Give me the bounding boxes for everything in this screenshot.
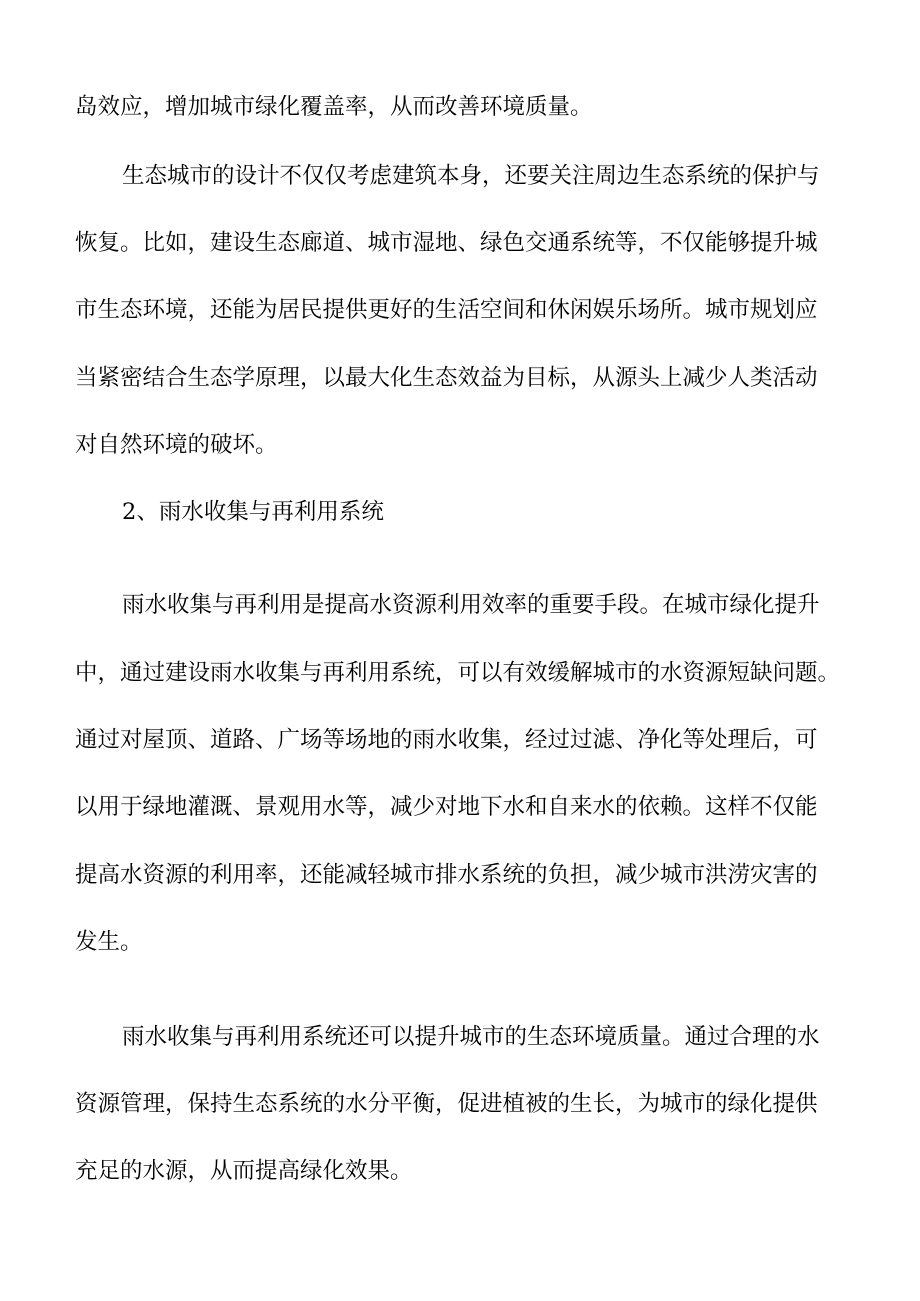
paragraph-3-line-1: 雨水收集与再利用是提高水资源利用效率的重要手段。在城市绿化提升 bbox=[122, 592, 820, 618]
paragraph-3-line-5: 提高水资源的利用率，还能减轻城市排水系统的负担，减少城市洪涝灾害的 bbox=[75, 862, 818, 888]
section-heading: 2、雨水收集与再利用系统 bbox=[122, 499, 384, 525]
paragraph-2-line-2: 恢复。比如，建设生态廊道、城市湿地、绿色交通系统等，不仅能够提升城 bbox=[75, 230, 818, 256]
paragraph-2-line-5: 对自然环境的破坏。 bbox=[75, 432, 278, 458]
paragraph-4-line-3: 充足的水源，从而提高绿化效果。 bbox=[75, 1158, 413, 1184]
paragraph-4-line-1: 雨水收集与再利用系统还可以提升城市的生态环境质量。通过合理的水 bbox=[122, 1024, 820, 1050]
paragraph-4-line-2: 资源管理，保持生态系统的水分平衡，促进植被的生长，为城市的绿化提供 bbox=[75, 1091, 818, 1117]
paragraph-2-line-1: 生态城市的设计不仅仅考虑建筑本身，还要关注周边生态系统的保护与 bbox=[122, 163, 820, 189]
paragraph-1-line-1: 岛效应，增加城市绿化覆盖率，从而改善环境质量。 bbox=[75, 94, 593, 120]
paragraph-3-line-3: 通过对屋顶、道路、广场等场地的雨水收集，经过过滤、净化等处理后，可 bbox=[75, 727, 818, 753]
paragraph-2-line-3: 市生态环境，还能为居民提供更好的生活空间和休闲娱乐场所。城市规划应 bbox=[75, 297, 818, 323]
paragraph-3-line-2: 中，通过建设雨水收集与再利用系统，可以有效缓解城市的水资源短缺问题。 bbox=[75, 660, 841, 686]
paragraph-2-line-4: 当紧密结合生态学原理，以最大化生态效益为目标，从源头上减少人类活动 bbox=[75, 365, 818, 391]
paragraph-3-line-6: 发生。 bbox=[75, 929, 143, 955]
paragraph-3-line-4: 以用于绿地灌溉、景观用水等，减少对地下水和自来水的依赖。这样不仅能 bbox=[75, 794, 818, 820]
